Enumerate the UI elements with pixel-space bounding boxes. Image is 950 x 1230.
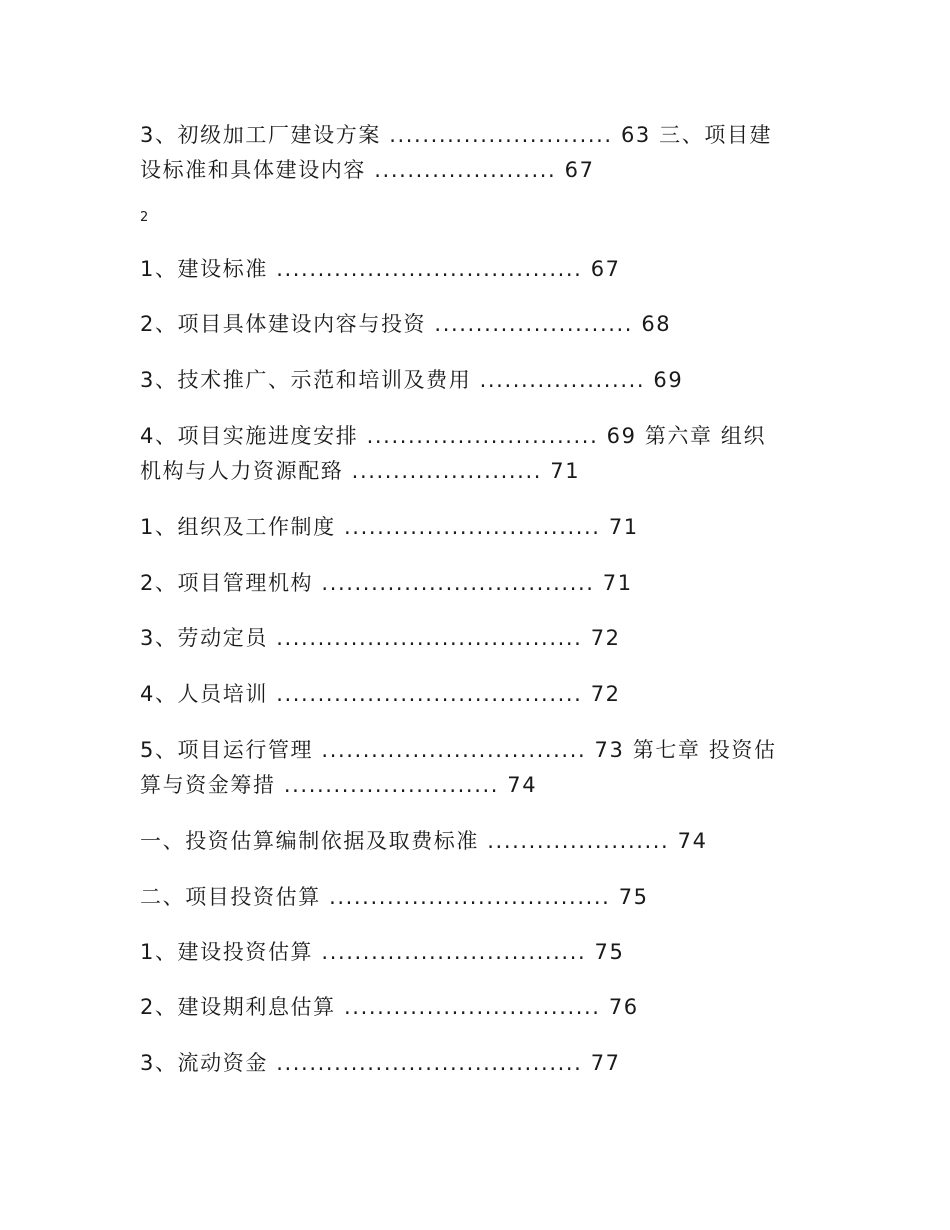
toc-entry: 2、项目管理机构 ................................. 71 — [140, 571, 633, 595]
toc-entry — [140, 419, 820, 489]
toc-entry: 1、建设标准 ..................................... 67 — [140, 257, 621, 281]
toc-entry: 2、项目具体建设内容与投资 ........................ 68 — [140, 312, 672, 336]
toc-entry: 1、建设投资估算 ................................ 75 — [140, 940, 625, 964]
toc-entry: 一、投资估算编制依据及取费标准 ...................... 74 — [140, 829, 708, 853]
toc-entry-line2: 算与资金筹措 .......................... 74 — [140, 773, 538, 797]
toc-entry-line1: 4、项目实施进度安排 ............................ 69 第六章 组织 — [140, 424, 767, 448]
toc-entry — [140, 733, 820, 803]
toc-entry: 2、建设期利息估算 ............................... 76 — [140, 995, 639, 1019]
toc-entry-line1: 5、项目运行管理 ................................ 73 第七章 投资估 — [140, 738, 777, 762]
toc-entry-line1: 3、初级加工厂建设方案 ........................... 63 三、项目建 — [140, 123, 773, 147]
toc-entry: 1、组织及工作制度 ............................... 71 — [140, 515, 639, 539]
toc-entry: 3、技术推广、示范和培训及费用 .................... 69 — [140, 368, 684, 392]
toc-entry — [140, 118, 820, 188]
toc-entry: 3、劳动定员 ..................................... 72 — [140, 626, 621, 650]
toc-entry-line2: 机构与人力资源配臵 ....................... 71 — [140, 459, 581, 483]
page-marker: 2 — [140, 210, 149, 225]
toc-entry: 二、项目投资估算 .................................. 75 — [140, 885, 649, 909]
toc-entry: 3、流动资金 ..................................... 77 — [140, 1051, 621, 1075]
toc-entry-line2: 设标准和具体建设内容 ...................... 67 — [140, 158, 595, 182]
toc-entry: 4、人员培训 ..................................... 72 — [140, 682, 621, 706]
